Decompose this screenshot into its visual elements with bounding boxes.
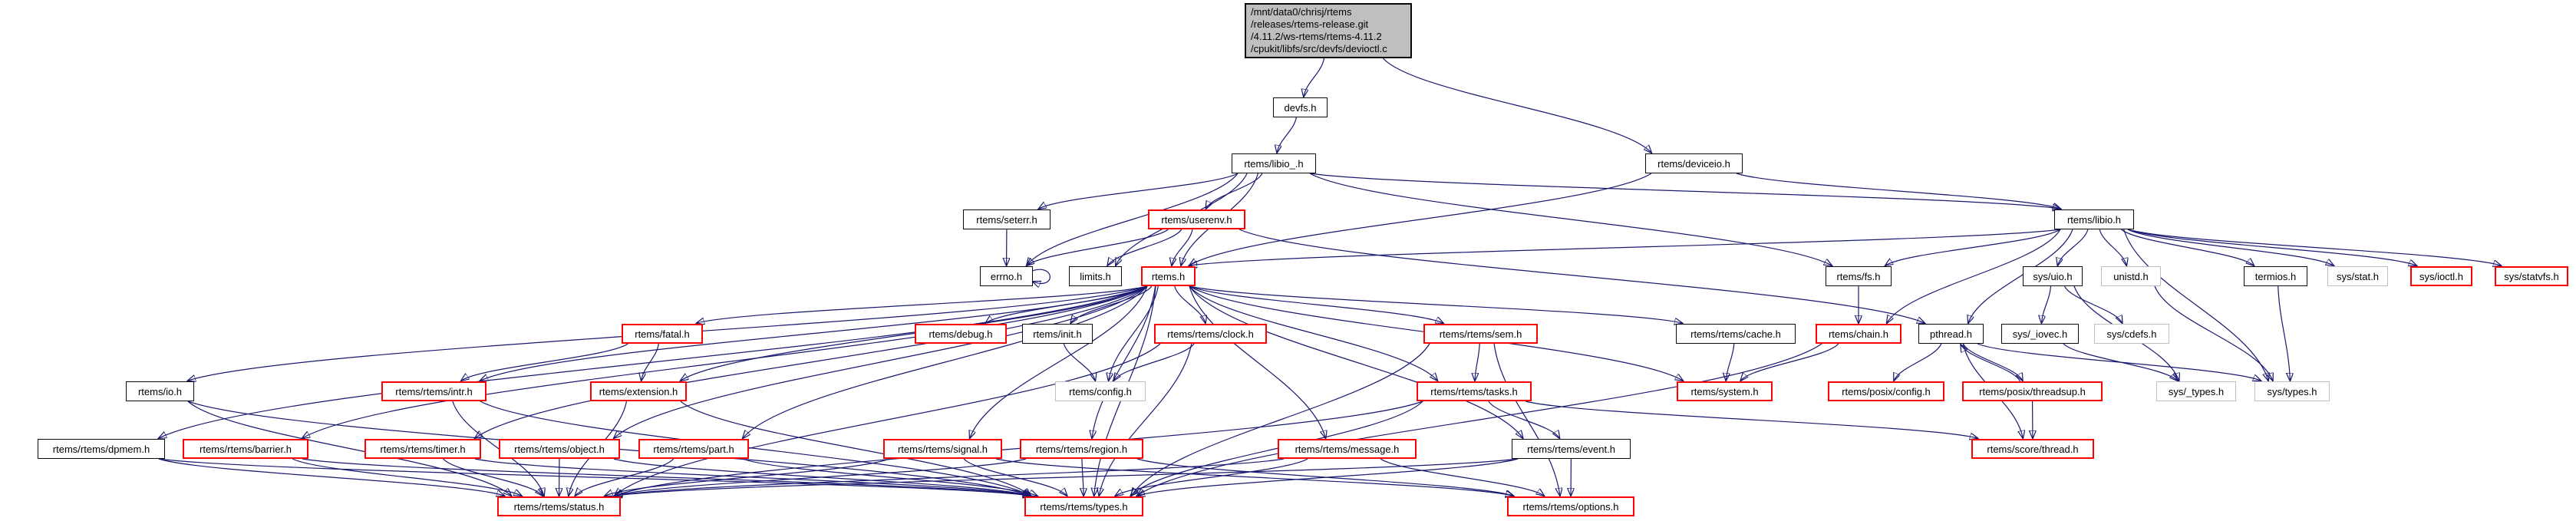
edge-libio__h-userenv_h: [1206, 173, 1262, 209]
graph-node-region_h[interactable]: rtems/rtems/region.h: [1020, 439, 1143, 459]
edge-termios_h-types_sys_h: [2278, 286, 2291, 381]
edge-unistd_h-types_sys_h: [2155, 286, 2273, 381]
graph-node-types_h[interactable]: rtems/rtems/types.h: [1024, 496, 1143, 516]
edge-deviceio_h-libio_h: [1737, 173, 2060, 209]
graph-node-unistd_h[interactable]: unistd.h: [2101, 266, 2161, 286]
edge-chain_h-system_h: [1740, 344, 1838, 381]
graph-node-root-line: /mnt/data0/chrisj/rtems: [1251, 6, 1352, 18]
edge-timer_h-status_h: [444, 459, 543, 496]
edge-root-devfs_h: [1304, 58, 1324, 97]
graph-node-libio_h[interactable]: rtems/libio.h: [2054, 209, 2134, 229]
graph-node-statvfs_h[interactable]: sys/statvfs.h: [2495, 266, 2568, 286]
graph-node-stat_h[interactable]: sys/stat.h: [2327, 266, 2388, 286]
edge-region_h-options_h: [1137, 459, 1513, 496]
graph-node-libio__h[interactable]: rtems/libio_.h: [1232, 153, 1316, 173]
graph-node-cache_h[interactable]: rtems/rtems/cache.h: [1676, 324, 1796, 344]
edge-rtems_h-fatal_h: [697, 286, 1147, 323]
graph-node-types_sys_h[interactable]: sys/types.h: [2254, 381, 2330, 401]
graph-node-seterr_h[interactable]: rtems/seterr.h: [963, 209, 1051, 229]
graph-node-rtems_h[interactable]: rtems.h: [1141, 266, 1196, 286]
graph-node-system_h[interactable]: rtems/system.h: [1677, 381, 1773, 401]
graph-node-intr_h[interactable]: rtems/rtems/intr.h: [381, 381, 487, 401]
edge-devfs_h-libio__h: [1277, 117, 1296, 153]
edge-rtems_h-part_h: [743, 286, 1147, 438]
edge-libio__h-libio_h: [1310, 173, 2060, 209]
graph-node-root-line: /releases/rtems-release.git: [1251, 18, 1369, 30]
graph-node-score_thread_h[interactable]: rtems/score/thread.h: [1971, 439, 2094, 459]
graph-node-fs_h[interactable]: rtems/fs.h: [1826, 266, 1892, 286]
graph-node-signal_h[interactable]: rtems/rtems/signal.h: [883, 439, 1002, 459]
graph-node-init_h[interactable]: rtems/init.h: [1022, 324, 1093, 344]
graph-node-root-line: /cpukit/libfs/src/devfs/devioctl.c: [1251, 43, 1387, 54]
graph-node-fatal_h[interactable]: rtems/fatal.h: [622, 324, 703, 344]
graph-node-io_h[interactable]: rtems/io.h: [126, 381, 194, 401]
graph-node-devfs_h[interactable]: devfs.h: [1273, 97, 1328, 117]
edge-rtems_h-message_h: [1189, 286, 1326, 438]
edge-pthread_h-types_sys_h: [1977, 344, 2261, 381]
graph-node-posix_config_h[interactable]: rtems/posix/config.h: [1828, 381, 1944, 401]
graph-node-userenv_h[interactable]: rtems/userenv.h: [1148, 209, 1245, 229]
graph-node-event_h[interactable]: rtems/rtems/event.h: [1512, 439, 1631, 459]
graph-node-options_h[interactable]: rtems/rtems/options.h: [1507, 496, 1634, 516]
graph-node-cdefs_h[interactable]: sys/cdefs.h: [2094, 324, 2169, 344]
edge-rtems_h-timer_h: [475, 286, 1147, 438]
graph-node-dpmem_h[interactable]: rtems/rtems/dpmem.h: [38, 439, 165, 459]
graph-node-status_h[interactable]: rtems/rtems/status.h: [497, 496, 621, 516]
graph-node-iovec_h[interactable]: sys/_iovec.h: [2001, 324, 2079, 344]
graph-node-uio_h[interactable]: sys/uio.h: [2023, 266, 2083, 286]
graph-node-ioctl_h[interactable]: sys/ioctl.h: [2410, 266, 2472, 286]
graph-node-errno_h[interactable]: errno.h: [980, 266, 1033, 286]
graph-node-extension_h[interactable]: rtems/extension.h: [590, 381, 687, 401]
graph-node-_types_h[interactable]: sys/_types.h: [2156, 381, 2236, 401]
graph-node-threadsup_h[interactable]: rtems/posix/threadsup.h: [1962, 381, 2103, 401]
edge-tasks_h-event_h: [1489, 401, 1559, 438]
edge-message_h-options_h: [1380, 459, 1544, 496]
graph-node-part_h[interactable]: rtems/rtems/part.h: [638, 439, 749, 459]
graph-node-root-line: /4.11.2/ws-rtems/rtems-4.11.2: [1251, 31, 1382, 42]
edge-uio_h-iovec_h: [2041, 286, 2050, 323]
graph-node-object_h[interactable]: rtems/rtems/object.h: [499, 439, 620, 459]
graph-node-barrier_h[interactable]: rtems/rtems/barrier.h: [183, 439, 308, 459]
edge-userenv_h-pthread_h: [1239, 229, 1925, 323]
edge-userenv_h-errno_h: [1027, 229, 1168, 265]
graph-node-limits_h[interactable]: limits.h: [1069, 266, 1122, 286]
graph-node-root: [1245, 3, 1412, 58]
edge-libio_h-fs_h: [1885, 229, 2060, 265]
graph-node-sem_h[interactable]: rtems/rtems/sem.h: [1423, 324, 1538, 344]
edge-libio_h-types_sys_h: [2124, 229, 2268, 381]
graph-node-timer_h[interactable]: rtems/rtems/timer.h: [364, 439, 481, 459]
edge-root-deviceio_h: [1383, 58, 1651, 153]
graph-node-config_h[interactable]: rtems/config.h: [1055, 381, 1146, 401]
edge-rtems_h-cache_h: [1189, 286, 1682, 323]
graph-node-termios_h[interactable]: termios.h: [2244, 266, 2307, 286]
graph-node-chain_h[interactable]: rtems/chain.h: [1816, 324, 1901, 344]
edge-pthread_h-posix_config_h: [1894, 344, 1941, 381]
edge-errno_h-errno_h: [1032, 269, 1050, 283]
graph-node-debug_h[interactable]: rtems/debug.h: [915, 324, 1007, 344]
edge-sem_h-tasks_h: [1475, 344, 1479, 381]
edge-rtems_h-signal_h: [970, 286, 1147, 438]
graph-node-deviceio_h[interactable]: rtems/deviceio.h: [1645, 153, 1743, 173]
edge-libio_h-unistd_h: [2099, 229, 2126, 265]
edge-dpmem_h-types_h: [159, 459, 1031, 496]
edge-tasks_h-score_thread_h: [1525, 401, 1977, 438]
edge-uio_h-cdefs_h: [2064, 286, 2122, 323]
graph-node-tasks_h[interactable]: rtems/rtems/tasks.h: [1417, 381, 1532, 401]
edge-libio_h-ioctl_h: [2128, 229, 2416, 265]
edge-fatal_h-intr_h: [461, 344, 628, 381]
edge-libio_h-uio_h: [2057, 229, 2087, 265]
graph-node-message_h[interactable]: rtems/rtems/message.h: [1278, 439, 1417, 459]
graph-node-clock_h[interactable]: rtems/rtems/clock.h: [1154, 324, 1267, 344]
edge-libio__h-seterr_h: [1039, 173, 1238, 209]
graph-node-pthread_h[interactable]: pthread.h: [1918, 324, 1984, 344]
edge-rtems_h-barrier_h: [302, 286, 1147, 438]
edge-sem_h-options_h: [1494, 344, 1560, 496]
